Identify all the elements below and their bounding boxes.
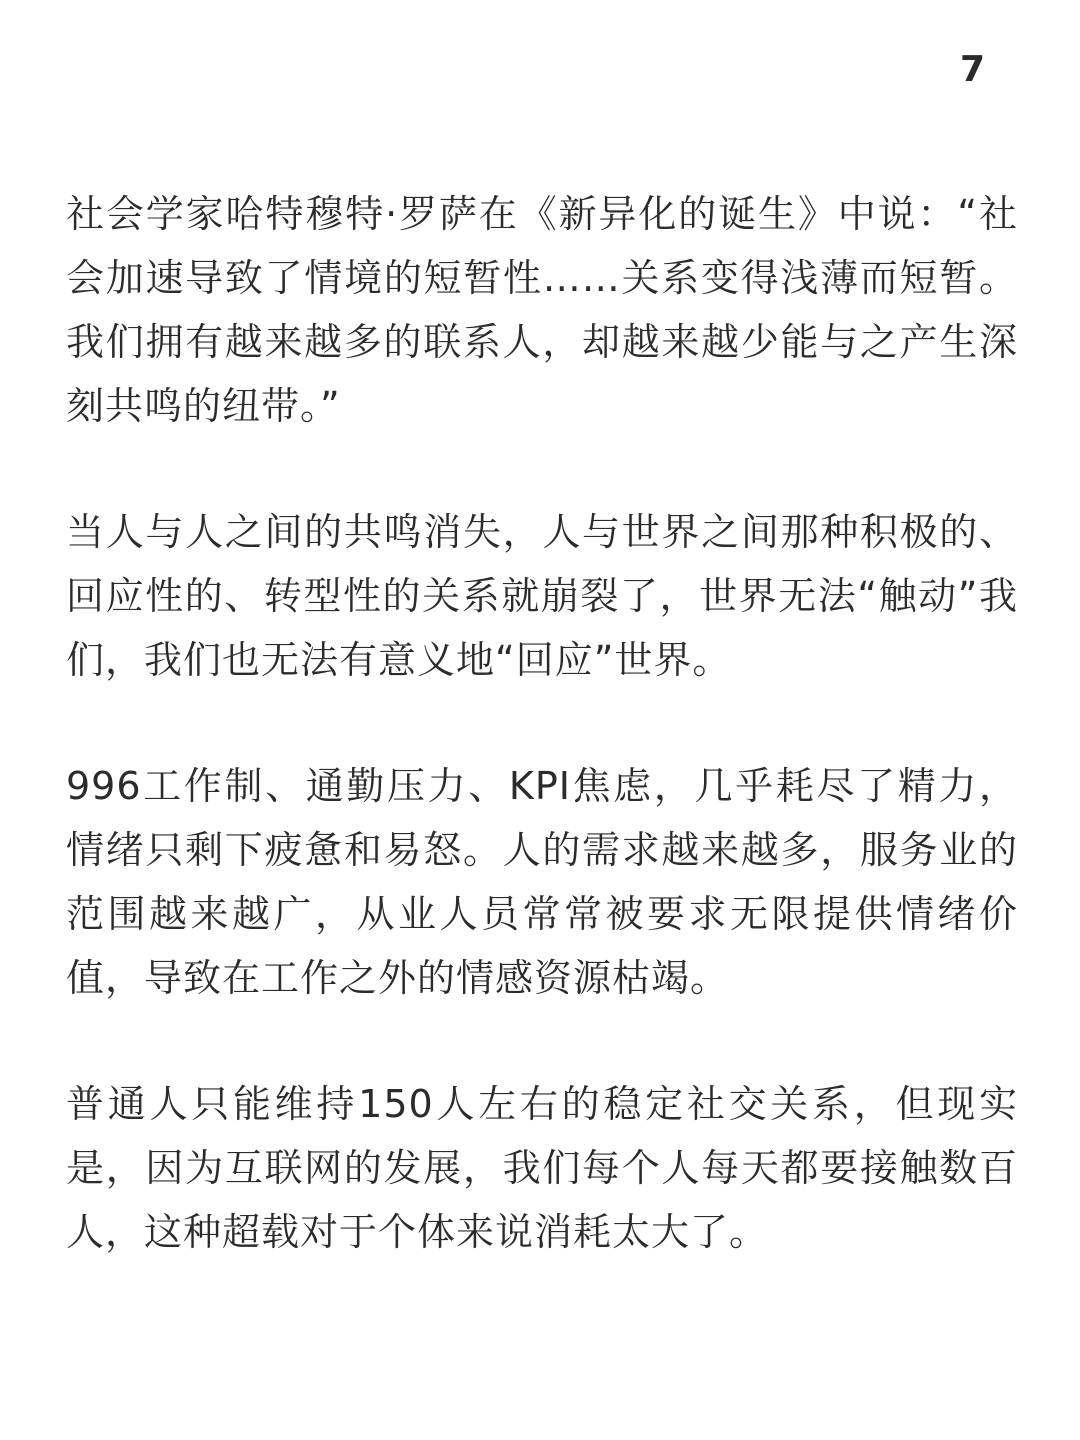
paragraph-1: 社会学家哈特穆特·罗萨在《新异化的诞生》中说：“社会加速导致了情境的短暂性……关系变得浅薄而短暂。我们拥有越来越多的联系人，却越来越少能与之产生深刻共鸣的纽带。” [66,192,1018,428]
page-number: 7 [960,49,986,90]
article-body [66,182,1018,1326]
paragraph-3: 996工作制、通勤压力、KPI焦虑，几乎耗尽了精力，情绪只剩下疲惫和易怒。人的需求越来越多，服务业的范围越来越广，从业人员常常被要求无限提供情绪价值，导致在工作之外的情感资源枯竭。 [66,764,1018,1000]
paragraph-4: 普通人只能维持150人左右的稳定社交关系，但现实是，因为互联网的发展，我们每个人每天都要接触数百人，这种超载对于个体来说消耗太大了。 [66,1082,1018,1254]
paragraph-2: 当人与人之间的共鸣消失，人与世界之间那种积极的、回应性的、转型性的关系就崩裂了，世界无法“触动”我们，我们也无法有意义地“回应”世界。 [66,510,1018,682]
